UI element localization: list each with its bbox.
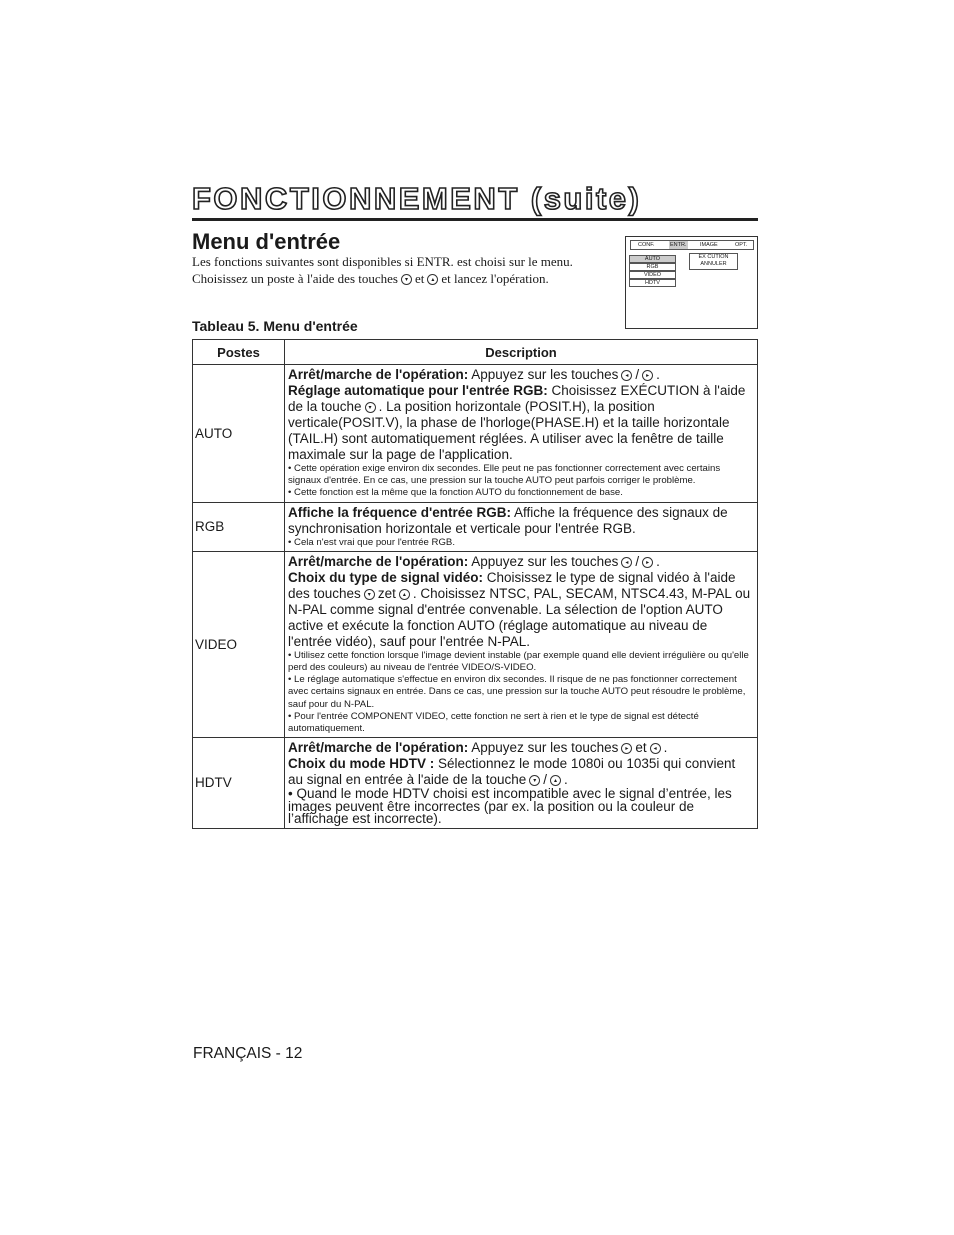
down-key-icon: ▾ [401, 274, 412, 285]
menu-option-annuler: ANNULER [700, 261, 727, 267]
row-desc-video [285, 551, 758, 737]
row-desc-auto [285, 365, 758, 503]
auto-note-2: • Cette fonction est la même que la fonction AUTO du fonctionnement de base. [288, 487, 623, 499]
table-row-auto [193, 365, 758, 503]
auto-note-1: • Cette opération exige environ dix secondes. Elle peut ne pas fonctionner correctement avec certains signaux d'entrée. En ce cas, une pression sur la touche AUTO peut parfois corriger le problème. [288, 463, 721, 487]
auto-onoff: Arrêt/marche de l'opération: Appuyez sur les touches ◂ / ▸ . [288, 367, 660, 382]
left-key-icon: ◂ [621, 370, 632, 381]
video-note-3: • Pour l'entrée COMPONENT VIDEO, cette fonction ne sert à rien et le type de signal est détecté automatiquement. [288, 710, 699, 735]
up-key-icon: ▴ [427, 274, 438, 285]
menu-tab-conf: CONF. [638, 242, 655, 248]
table-row-rgb [193, 502, 758, 551]
up-key-icon: ▴ [550, 775, 561, 786]
right-key-icon: ▸ [642, 370, 653, 381]
rgb-frequency: Affiche la fréquence d'entrée RGB: Affiche la fréquence des signaux de synchronisation horizontale et verticale pour l'entrée RGB. [288, 504, 728, 536]
menu-tab-opt: OPT. [735, 242, 748, 248]
hdtv-onoff: Arrêt/marche de l'opération: Appuyez sur les touches ▸ et ◂ . [288, 740, 668, 756]
menu-item-auto: AUTO [629, 255, 676, 263]
header-rule [192, 218, 758, 221]
left-key-icon: ◂ [650, 743, 661, 754]
menu-item-rgb: RGB [629, 263, 676, 271]
intro-line-2: Choisissez un poste à l'aide des touches ▾ et ▴ et lancez l'opération. [192, 270, 549, 286]
down-key-icon: ▾ [529, 775, 540, 786]
row-desc-hdtv [285, 738, 758, 829]
menu-tab-entr: ENTR. [670, 242, 687, 248]
row-item-rgb: RGB [193, 502, 285, 551]
section-intro [192, 254, 612, 287]
input-menu-table [192, 339, 758, 829]
menu-item-hdtv: HDTV [629, 279, 676, 287]
menu-item-video: VIDEO [629, 271, 676, 279]
menu-tab-image: IMAGE [700, 242, 718, 248]
section-title: Menu d'entrée [192, 229, 341, 254]
video-note-1: • Utilisez cette fonction lorsque l'image devient instable (par exemple quand elle devient irrégulière ou qu'elle perd des couleurs) au niveau de l'entrée VIDEO/S-VIDEO. [288, 649, 749, 674]
intro-line-1: Les fonctions suivantes sont disponibles si ENTR. est choisi sur le menu. [192, 254, 573, 269]
video-signal-type: Choix du type de signal vidéo: Choisissez le type de signal vidéo à l'aide des touches ▾ zet ▴ . Choisissez NTSC, PAL, SECAM, NTSC4.43, M-PAL ou N-PAL comme signal d'entrée convenable. La sélection de l'option AUTO active et exécute la fonction AUTO (réglage automatique au niveau de l'entrée vidéo), sauf pour l'entrée N-PAL. [288, 569, 751, 649]
hdtv-note-1: • Quand le mode HDTV choisi est incompatible avec le signal d’entrée, les images peuvent être incorrectes (par ex. la position ou la couleur de l’affichage est incorrecte). [288, 786, 732, 827]
table-header-row [193, 340, 758, 365]
menu-tab-bar [630, 240, 754, 250]
row-desc-rgb [285, 502, 758, 551]
row-item-hdtv: HDTV [193, 738, 285, 829]
page-footer: FRANÇAIS - 12 [193, 1045, 303, 1062]
down-key-icon: ▾ [365, 402, 376, 413]
table-row-hdtv [193, 738, 758, 829]
up-key-icon: ▴ [399, 589, 410, 600]
hdtv-mode: Choix du mode HDTV : Sélectionnez le mode 1080i ou 1035i qui convient au signal en entrée à l'aide de la touche ▾ / ▴ . [288, 756, 736, 788]
auto-rgb-adjust: Réglage automatique pour l'entrée RGB: Choisissez EXÉCUTION à l'aide de la touche ▾ . La position horizontale (POSIT.H), la position verticale(POSIT.V), la phase de l'horloge(PHASE.H) et la taille horizontale (TAIL.H) sont automatiquement réglées. A utiliser avec la fenêtre de taille maximale sur la page de l'application. [288, 383, 746, 462]
left-key-icon: ◂ [621, 557, 632, 568]
header-description: Description [285, 340, 758, 365]
table-row-video [193, 551, 758, 737]
rgb-note-1: • Cela n'est vrai que pour l'entrée RGB. [288, 536, 456, 548]
right-key-icon: ▸ [642, 557, 653, 568]
page-header-title: FONCTIONNEMENT (suite) [192, 181, 642, 216]
menu-screen-illustration [625, 236, 758, 329]
right-key-icon: ▸ [621, 743, 632, 754]
video-note-2: • Le réglage automatique s'effectue en environ dix secondes. Il risque de ne pas fonctionner correctement avec certains signaux en entrée. Dans ce cas, une pression sur la touche AUTO peut résoudre le problème, sauf pour du N-PAL. [288, 674, 746, 710]
menu-option-execution: EX CUTION [698, 254, 729, 260]
row-item-video: VIDEO [193, 551, 285, 737]
row-item-auto: AUTO [193, 365, 285, 503]
menu-options-box [689, 253, 738, 270]
video-onoff: Arrêt/marche de l'opération: Appuyez sur les touches ◂ / ▸ . [288, 553, 660, 569]
header-postes: Postes [193, 340, 285, 365]
down-key-icon: ▾ [364, 589, 375, 600]
table-caption: Tableau 5. Menu d'entrée [192, 318, 358, 334]
